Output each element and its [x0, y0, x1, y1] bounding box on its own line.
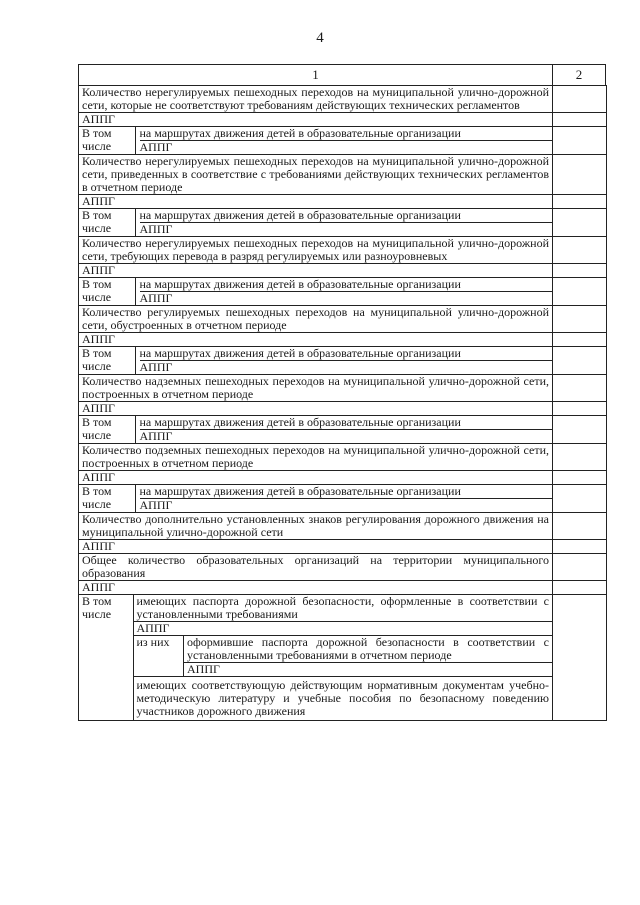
including-label: В том числе [82, 346, 112, 373]
value-cell[interactable] [553, 402, 607, 416]
of-them-appg: АППГ [187, 662, 220, 676]
value-cell[interactable] [553, 278, 607, 306]
sub-appg-label: АППГ [139, 360, 173, 374]
schools-title: Общее количество образовательных организаций на территории муниципального образования [79, 554, 553, 581]
value-cell[interactable] [553, 347, 607, 375]
value-cell[interactable] [553, 306, 607, 333]
including-cell [79, 485, 553, 513]
sub-indicator-label: на маршрутах движения детей в образовательные организации [140, 127, 553, 141]
value-cell[interactable] [553, 113, 607, 127]
indicator-row [79, 375, 607, 402]
page-number: 4 [316, 30, 324, 46]
appg-label: АППГ [79, 402, 553, 416]
sub-indicator-label: на маршрутах движения детей в образовательные организации [140, 209, 553, 223]
passport-appg: АППГ [134, 622, 553, 636]
value-cell[interactable] [553, 195, 607, 209]
passport-label: имеющих паспорта дорожной безопасности, оформленные в соответствии с установленными требованиями [134, 595, 553, 622]
including-row [79, 127, 607, 155]
sub-appg-label: АППГ [139, 498, 173, 512]
appg-row [79, 402, 607, 416]
sub-indicator-label: на маршрутах движения детей в образовательные организации [140, 485, 553, 499]
sub-indicator-label: на маршрутах движения детей в образовательные организации [140, 278, 553, 292]
appg-label: АППГ [79, 333, 553, 347]
value-cell[interactable] [553, 444, 607, 471]
appg-row [79, 471, 607, 485]
value-cell[interactable] [553, 264, 607, 278]
value-cell[interactable] [553, 471, 607, 485]
report-table [78, 64, 606, 824]
including-row [79, 347, 607, 375]
including-cell [79, 347, 553, 375]
indicator-title: Количество нерегулируемых пешеходных переходов на муниципальной улично-дорожной сети, требующих перевода в разряд регулируемых или разноуровневых [79, 237, 553, 264]
value-cell[interactable] [553, 375, 607, 402]
header-col-2: 2 [575, 67, 583, 82]
appg-label: АППГ [79, 471, 553, 485]
appg-row [79, 195, 607, 209]
indicator-row [79, 86, 607, 113]
signs-row [79, 513, 607, 540]
value-cell[interactable] [553, 485, 607, 513]
indicator-row [79, 444, 607, 471]
sub-indicator-label: на маршрутах движения детей в образовательные организации [140, 416, 553, 430]
including-label: В том числе [82, 208, 112, 235]
signs-appg: АППГ [79, 540, 553, 554]
header-col-1: 1 [79, 65, 553, 85]
indicator-row [79, 237, 607, 264]
including-row [79, 209, 607, 237]
table-header [78, 64, 606, 86]
indicator-title: Количество подземных пешеходных переходов на муниципальной улично-дорожной сети, построенных в отчетном периоде [79, 444, 553, 471]
including-cell [79, 416, 553, 444]
value-cell[interactable] [553, 513, 607, 540]
including-label: В том числе [82, 484, 112, 511]
value-cell[interactable] [553, 554, 607, 581]
value-cell[interactable] [553, 333, 607, 347]
including-label: В том числе [82, 126, 112, 153]
indicator-table [78, 85, 607, 721]
appg-label: АППГ [79, 113, 553, 127]
including-label: В том числе [82, 277, 112, 304]
including-cell [79, 278, 553, 306]
schools-including-label: В том числе [82, 594, 112, 621]
indicator-title: Количество надземных пешеходных переходов на муниципальной улично-дорожной сети, построенных в отчетном периоде [79, 375, 553, 402]
sub-appg-label: АППГ [139, 140, 173, 154]
value-cell[interactable] [553, 209, 607, 237]
indicator-title: Количество регулируемых пешеходных переходов на муниципальной улично-дорожной сети, обустроенных в отчетном периоде [79, 306, 553, 333]
including-row [79, 485, 607, 513]
indicator-title: Количество нерегулируемых пешеходных переходов на муниципальной улично-дорожной сети, приведенных в соответствие с требованиями действующих технических регламентов в отчетном периоде [79, 155, 553, 195]
indicator-row [79, 155, 607, 195]
including-row [79, 278, 607, 306]
schools-row [79, 554, 607, 581]
including-cell [79, 209, 553, 237]
signs-title: Количество дополнительно установленных знаков регулирования дорожного движения на муниципальной улично-дорожной сети [79, 513, 553, 540]
of-them-text: оформившие паспорта дорожной безопасности в соответствии с установленными требованиями в отчетном периоде [184, 636, 552, 663]
value-cell[interactable] [553, 540, 607, 554]
schools-appg: АППГ [79, 581, 553, 595]
literature-label: имеющих соответствующую действующим нормативным документам учебно-методическую литературу и учебные пособия по безопасному поведению участников дорожного движения [136, 678, 549, 718]
sub-indicator-label: на маршрутах движения детей в образовательные организации [140, 347, 553, 361]
value-cell[interactable] [553, 581, 607, 595]
appg-row [79, 264, 607, 278]
schools-including-row [79, 595, 607, 721]
including-row [79, 416, 607, 444]
value-cell[interactable] [553, 237, 607, 264]
value-cell[interactable] [553, 127, 607, 155]
value-cell[interactable] [553, 86, 607, 113]
appg-row [79, 333, 607, 347]
including-label: В том числе [82, 415, 112, 442]
signs-appg-row [79, 540, 607, 554]
of-them-label: из них [136, 635, 170, 649]
schools-including-cell [79, 595, 553, 721]
indicator-row [79, 306, 607, 333]
appg-label: АППГ [79, 195, 553, 209]
value-cell[interactable] [553, 416, 607, 444]
appg-row [79, 113, 607, 127]
schools-appg-row [79, 581, 607, 595]
including-cell [79, 127, 553, 155]
appg-label: АППГ [79, 264, 553, 278]
value-cell[interactable] [553, 595, 607, 721]
sub-appg-label: АППГ [139, 222, 173, 236]
sub-appg-label: АППГ [139, 291, 173, 305]
value-cell[interactable] [553, 155, 607, 195]
indicator-title: Количество нерегулируемых пешеходных переходов на муниципальной улично-дорожной сети, которые не соответствуют требованиям действующих технических регламентов [79, 86, 553, 113]
sub-appg-label: АППГ [139, 429, 173, 443]
